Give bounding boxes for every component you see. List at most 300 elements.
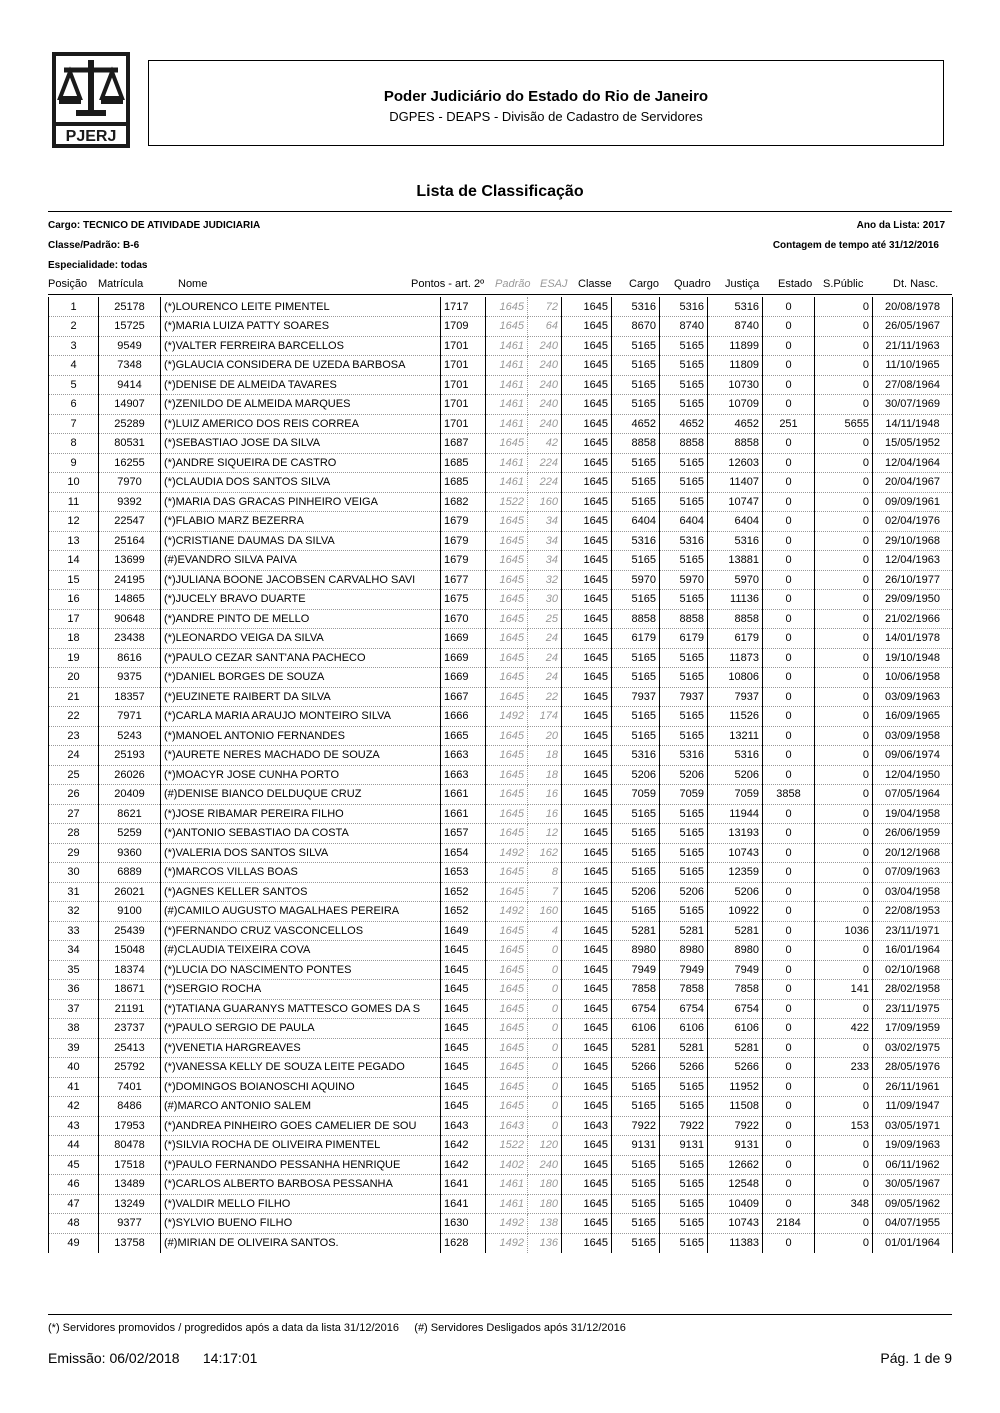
cell-justica: 9131 [708, 1136, 763, 1156]
cell-cargo: 5206 [612, 765, 660, 785]
cell-matricula: 18374 [99, 960, 161, 980]
cell-classe: 1645 [562, 434, 612, 454]
cell-matricula: 90648 [99, 609, 161, 629]
cell-estado: 0 [763, 687, 815, 707]
cell-nome: (*)PAULO FERNANDO PESSANHA HENRIQUE [161, 1155, 441, 1175]
cell-pontos: 1709 [441, 317, 486, 337]
cell-spublic: 0 [815, 843, 873, 863]
cell-nome: (*)MARIA LUIZA PATTY SOARES [161, 317, 441, 337]
cell-esaj: 160 [528, 492, 562, 512]
table-row [49, 512, 953, 532]
cell-spublic: 0 [815, 687, 873, 707]
cell-posicao: 24 [49, 746, 99, 766]
cell-spublic: 0 [815, 785, 873, 805]
cell-quadro: 5165 [660, 824, 708, 844]
cell-spublic: 0 [815, 629, 873, 649]
cell-spublic: 0 [815, 1175, 873, 1195]
cell-cargo: 5165 [612, 473, 660, 493]
cell-posicao: 19 [49, 648, 99, 668]
emissao-date: 06/02/2018 [109, 1350, 180, 1366]
cell-classe: 1645 [562, 473, 612, 493]
cell-pontos: 1645 [441, 999, 486, 1019]
cell-quadro: 9131 [660, 1136, 708, 1156]
col-esaj: ESAJ [540, 278, 568, 290]
cell-justica: 12548 [708, 1175, 763, 1195]
cell-quadro: 5165 [660, 1175, 708, 1195]
cell-justica: 5266 [708, 1058, 763, 1078]
cell-estado: 0 [763, 980, 815, 1000]
cell-classe: 1645 [562, 1077, 612, 1097]
cell-spublic: 233 [815, 1058, 873, 1078]
cell-nome: (*)TATIANA GUARANYS MATTESCO GOMES DA S [161, 999, 441, 1019]
cell-classe: 1645 [562, 648, 612, 668]
cell-matricula: 13249 [99, 1194, 161, 1214]
cell-nome: (*)ANDREA PINHEIRO GOES CAMELIER DE SOU [161, 1116, 441, 1136]
cell-cargo: 5165 [612, 356, 660, 376]
cell-classe: 1645 [562, 1038, 612, 1058]
cell-spublic: 0 [815, 356, 873, 376]
cell-classe: 1645 [562, 1155, 612, 1175]
cell-estado: 0 [763, 395, 815, 415]
cell-estado: 0 [763, 317, 815, 337]
cell-classe: 1645 [562, 999, 612, 1019]
cell-cargo: 6106 [612, 1019, 660, 1039]
cell-pontos: 1653 [441, 863, 486, 883]
cell-padrao: 1645 [486, 785, 528, 805]
cell-dtnasc: 09/06/1974 [873, 746, 953, 766]
cell-estado: 0 [763, 375, 815, 395]
cell-classe: 1645 [562, 804, 612, 824]
cell-padrao: 1492 [486, 1214, 528, 1234]
cell-estado: 0 [763, 843, 815, 863]
cell-cargo: 5165 [612, 1097, 660, 1117]
cell-estado: 0 [763, 629, 815, 649]
cell-cargo: 5165 [612, 453, 660, 473]
cell-classe: 1645 [562, 629, 612, 649]
col-quadro: Quadro [674, 278, 711, 290]
cell-matricula: 13699 [99, 551, 161, 571]
table-row [49, 414, 953, 434]
cell-nome: (*)VALTER FERREIRA BARCELLOS [161, 336, 441, 356]
cell-nome: (*)CARLOS ALBERTO BARBOSA PESSANHA [161, 1175, 441, 1195]
cell-quadro: 5165 [660, 492, 708, 512]
cell-spublic: 0 [815, 336, 873, 356]
cell-justica: 12603 [708, 453, 763, 473]
cell-esaj: 34 [528, 531, 562, 551]
cell-classe: 1645 [562, 726, 612, 746]
cell-nome: (*)DOMINGOS BOIANOSCHI AQUINO [161, 1077, 441, 1097]
cell-cargo: 5165 [612, 492, 660, 512]
cell-posicao: 13 [49, 531, 99, 551]
table-row [49, 1038, 953, 1058]
cell-justica: 11407 [708, 473, 763, 493]
cell-cargo: 5165 [612, 648, 660, 668]
cell-nome: (#)MARCO ANTONIO SALEM [161, 1097, 441, 1117]
cell-spublic: 0 [815, 804, 873, 824]
cell-padrao: 1645 [486, 941, 528, 961]
cell-dtnasc: 19/10/1948 [873, 648, 953, 668]
cell-dtnasc: 22/08/1953 [873, 902, 953, 922]
cell-esaj: 25 [528, 609, 562, 629]
cell-nome: (*)LUIZ AMERICO DOS REIS CORREA [161, 414, 441, 434]
cell-classe: 1645 [562, 551, 612, 571]
cell-padrao: 1461 [486, 473, 528, 493]
cell-pontos: 1645 [441, 1097, 486, 1117]
cell-posicao: 49 [49, 1233, 99, 1253]
cell-justica: 12359 [708, 863, 763, 883]
cell-esaj: 240 [528, 336, 562, 356]
table-row [49, 668, 953, 688]
cell-pontos: 1665 [441, 726, 486, 746]
header-box [148, 60, 944, 146]
cell-quadro: 5165 [660, 668, 708, 688]
cell-matricula: 23438 [99, 629, 161, 649]
cell-padrao: 1645 [486, 824, 528, 844]
table-row [49, 1097, 953, 1117]
cell-spublic: 0 [815, 551, 873, 571]
cell-matricula: 26026 [99, 765, 161, 785]
table-row [49, 473, 953, 493]
cell-esaj: 180 [528, 1175, 562, 1195]
cell-spublic: 5655 [815, 414, 873, 434]
cell-esaj: 224 [528, 453, 562, 473]
cell-spublic: 0 [815, 882, 873, 902]
cell-matricula: 25289 [99, 414, 161, 434]
cell-esaj: 34 [528, 512, 562, 532]
cell-posicao: 27 [49, 804, 99, 824]
cell-justica: 6179 [708, 629, 763, 649]
cell-esaj: 0 [528, 980, 562, 1000]
cell-padrao: 1461 [486, 395, 528, 415]
cell-posicao: 48 [49, 1214, 99, 1234]
cell-nome: (*)MANOEL ANTONIO FERNANDES [161, 726, 441, 746]
table-row [49, 746, 953, 766]
cell-justica: 13211 [708, 726, 763, 746]
col-classe: Classe [578, 278, 612, 290]
cell-spublic: 0 [815, 1077, 873, 1097]
cell-justica: 13193 [708, 824, 763, 844]
cell-quadro: 5165 [660, 336, 708, 356]
cell-classe: 1645 [562, 395, 612, 415]
cell-padrao: 1461 [486, 414, 528, 434]
cell-pontos: 1661 [441, 785, 486, 805]
cell-quadro: 5165 [660, 453, 708, 473]
cell-justica: 5316 [708, 297, 763, 317]
cell-padrao: 1402 [486, 1155, 528, 1175]
cell-nome: (*)PAULO SERGIO DE PAULA [161, 1019, 441, 1039]
cell-dtnasc: 26/10/1977 [873, 570, 953, 590]
cell-cargo: 5165 [612, 726, 660, 746]
cell-spublic: 0 [815, 512, 873, 532]
cell-quadro: 5165 [660, 1097, 708, 1117]
cell-dtnasc: 06/11/1962 [873, 1155, 953, 1175]
table-row [49, 453, 953, 473]
cell-pontos: 1663 [441, 765, 486, 785]
cell-justica: 10806 [708, 668, 763, 688]
cell-cargo: 5316 [612, 746, 660, 766]
cell-esaj: 30 [528, 590, 562, 610]
cell-matricula: 20409 [99, 785, 161, 805]
cell-matricula: 14907 [99, 395, 161, 415]
cell-padrao: 1645 [486, 317, 528, 337]
cell-spublic: 0 [815, 824, 873, 844]
cell-padrao: 1461 [486, 453, 528, 473]
cell-quadro: 8740 [660, 317, 708, 337]
cell-classe: 1645 [562, 531, 612, 551]
col-estado: Estado [778, 278, 813, 290]
cell-cargo: 5281 [612, 921, 660, 941]
cell-dtnasc: 17/09/1959 [873, 1019, 953, 1039]
cell-posicao: 32 [49, 902, 99, 922]
cell-esaj: 0 [528, 1116, 562, 1136]
cell-posicao: 14 [49, 551, 99, 571]
cell-spublic: 0 [815, 707, 873, 727]
cell-cargo: 5165 [612, 824, 660, 844]
cell-matricula: 18357 [99, 687, 161, 707]
cell-cargo: 5266 [612, 1058, 660, 1078]
cell-spublic: 0 [815, 863, 873, 883]
cell-justica: 5206 [708, 882, 763, 902]
cell-classe: 1645 [562, 921, 612, 941]
cell-nome: (*)ANDRE PINTO DE MELLO [161, 609, 441, 629]
cell-cargo: 5165 [612, 1214, 660, 1234]
cell-posicao: 46 [49, 1175, 99, 1195]
cell-pontos: 1666 [441, 707, 486, 727]
cell-nome: (*)ANDRE SIQUEIRA DE CASTRO [161, 453, 441, 473]
table-row [49, 590, 953, 610]
cell-nome: (*)ANTONIO SEBASTIAO DA COSTA [161, 824, 441, 844]
cell-cargo: 8980 [612, 941, 660, 961]
cell-spublic: 0 [815, 999, 873, 1019]
cell-padrao: 1645 [486, 1097, 528, 1117]
cell-estado: 0 [763, 1136, 815, 1156]
cell-estado: 0 [763, 570, 815, 590]
table-row [49, 336, 953, 356]
cell-quadro: 7949 [660, 960, 708, 980]
cell-quadro: 5165 [660, 843, 708, 863]
cell-esaj: 34 [528, 551, 562, 571]
cell-justica: 5316 [708, 746, 763, 766]
cell-estado: 0 [763, 434, 815, 454]
cell-cargo: 5165 [612, 551, 660, 571]
cell-dtnasc: 19/09/1963 [873, 1136, 953, 1156]
cell-posicao: 31 [49, 882, 99, 902]
cell-esaj: 20 [528, 726, 562, 746]
cell-classe: 1645 [562, 1175, 612, 1195]
cell-classe: 1645 [562, 1194, 612, 1214]
table-row [49, 726, 953, 746]
logo-text: PJERJ [65, 128, 117, 145]
cell-esaj: 4 [528, 921, 562, 941]
cell-cargo: 7937 [612, 687, 660, 707]
cell-pontos: 1652 [441, 902, 486, 922]
cell-cargo: 5316 [612, 531, 660, 551]
cell-cargo: 5165 [612, 1194, 660, 1214]
cell-nome: (*)FERNANDO CRUZ VASCONCELLOS [161, 921, 441, 941]
cell-dtnasc: 20/04/1967 [873, 473, 953, 493]
cell-padrao: 1461 [486, 1194, 528, 1214]
cell-posicao: 39 [49, 1038, 99, 1058]
cell-pontos: 1701 [441, 375, 486, 395]
col-pontos: Pontos - art. 2º [411, 278, 485, 290]
cell-esaj: 0 [528, 941, 562, 961]
emissao-label: Emissão: [48, 1350, 106, 1366]
cell-matricula: 21191 [99, 999, 161, 1019]
cell-justica: 12662 [708, 1155, 763, 1175]
cell-pontos: 1670 [441, 609, 486, 629]
cell-pontos: 1669 [441, 648, 486, 668]
cell-esaj: 24 [528, 648, 562, 668]
cell-classe: 1643 [562, 1116, 612, 1136]
table-row [49, 902, 953, 922]
cell-matricula: 25439 [99, 921, 161, 941]
cell-justica: 11508 [708, 1097, 763, 1117]
cell-matricula: 9100 [99, 902, 161, 922]
cell-quadro: 7922 [660, 1116, 708, 1136]
cell-dtnasc: 09/05/1962 [873, 1194, 953, 1214]
table-row [49, 1175, 953, 1195]
cell-dtnasc: 15/05/1952 [873, 434, 953, 454]
cell-dtnasc: 02/04/1976 [873, 512, 953, 532]
cell-pontos: 1641 [441, 1175, 486, 1195]
cell-matricula: 5243 [99, 726, 161, 746]
cell-justica: 10409 [708, 1194, 763, 1214]
cell-pontos: 1657 [441, 824, 486, 844]
cell-esaj: 22 [528, 687, 562, 707]
cell-dtnasc: 28/02/1958 [873, 980, 953, 1000]
table-row [49, 1214, 953, 1234]
cell-posicao: 17 [49, 609, 99, 629]
emissao [48, 1350, 257, 1366]
cell-quadro: 5165 [660, 648, 708, 668]
col-matricula: Matrícula [98, 278, 144, 290]
cell-justica: 8858 [708, 434, 763, 454]
cell-nome: (#)CAMILO AUGUSTO MAGALHAES PEREIRA [161, 902, 441, 922]
cell-quadro: 5165 [660, 551, 708, 571]
cell-pontos: 1654 [441, 843, 486, 863]
cell-justica: 7937 [708, 687, 763, 707]
cell-posicao: 3 [49, 336, 99, 356]
cell-quadro: 5165 [660, 863, 708, 883]
cell-justica: 11809 [708, 356, 763, 376]
cell-pontos: 1701 [441, 356, 486, 376]
cell-classe: 1645 [562, 882, 612, 902]
cell-quadro: 6106 [660, 1019, 708, 1039]
cell-pontos: 1669 [441, 629, 486, 649]
cell-posicao: 38 [49, 1019, 99, 1039]
cell-spublic: 0 [815, 609, 873, 629]
meta-especialidade: Especialidade: todas [48, 260, 148, 271]
table-row [49, 434, 953, 454]
cell-quadro: 5165 [660, 707, 708, 727]
cell-nome: (*)EUZINETE RAIBERT DA SILVA [161, 687, 441, 707]
cell-dtnasc: 26/11/1961 [873, 1077, 953, 1097]
cell-matricula: 14865 [99, 590, 161, 610]
cell-quadro: 5970 [660, 570, 708, 590]
table-row [49, 999, 953, 1019]
cell-padrao: 1522 [486, 492, 528, 512]
cell-nome: (*)DANIEL BORGES DE SOUZA [161, 668, 441, 688]
cell-nome: (#)MIRIAN DE OLIVEIRA SANTOS. [161, 1233, 441, 1253]
cell-pontos: 1679 [441, 551, 486, 571]
cell-nome: (*)CLAUDIA DOS SANTOS SILVA [161, 473, 441, 493]
cell-quadro: 5165 [660, 590, 708, 610]
cell-spublic: 0 [815, 1038, 873, 1058]
cell-spublic: 0 [815, 1155, 873, 1175]
cell-justica: 11136 [708, 590, 763, 610]
cell-spublic: 1036 [815, 921, 873, 941]
cell-matricula: 9360 [99, 843, 161, 863]
cell-estado: 0 [763, 356, 815, 376]
cell-estado: 0 [763, 1058, 815, 1078]
table-row [49, 1155, 953, 1175]
cell-posicao: 34 [49, 941, 99, 961]
table-row [49, 980, 953, 1000]
cell-spublic: 0 [815, 375, 873, 395]
cell-estado: 0 [763, 804, 815, 824]
cell-dtnasc: 12/04/1964 [873, 453, 953, 473]
cell-padrao: 1645 [486, 531, 528, 551]
cell-spublic: 0 [815, 960, 873, 980]
cell-cargo: 5165 [612, 1175, 660, 1195]
col-nome: Nome [178, 278, 208, 290]
cell-dtnasc: 02/10/1968 [873, 960, 953, 980]
cell-cargo: 5165 [612, 707, 660, 727]
meta-contagem: Contagem de tempo até 31/12/2016 [772, 240, 939, 251]
cell-classe: 1645 [562, 317, 612, 337]
cell-padrao: 1645 [486, 960, 528, 980]
cell-matricula: 15725 [99, 317, 161, 337]
cell-spublic: 0 [815, 765, 873, 785]
cell-padrao: 1492 [486, 707, 528, 727]
cell-posicao: 1 [49, 297, 99, 317]
cell-esaj: 240 [528, 395, 562, 415]
cell-padrao: 1645 [486, 512, 528, 532]
cell-nome: (*)VANESSA KELLY DE SOUZA LEITE PEGADO [161, 1058, 441, 1078]
cell-padrao: 1645 [486, 921, 528, 941]
cell-estado: 0 [763, 492, 815, 512]
table-row [49, 1058, 953, 1078]
cell-pontos: 1649 [441, 921, 486, 941]
cell-esaj: 162 [528, 843, 562, 863]
table-row [49, 863, 953, 883]
cell-dtnasc: 10/06/1958 [873, 668, 953, 688]
cell-classe: 1645 [562, 414, 612, 434]
cell-pontos: 1645 [441, 980, 486, 1000]
table-row [49, 492, 953, 512]
cell-posicao: 12 [49, 512, 99, 532]
meta-classe: Classe/Padrão: B-6 [48, 240, 140, 251]
cell-pontos: 1645 [441, 941, 486, 961]
table-row [49, 609, 953, 629]
cell-pontos: 1643 [441, 1116, 486, 1136]
cell-pontos: 1645 [441, 1077, 486, 1097]
table-row [49, 921, 953, 941]
cell-justica: 11383 [708, 1233, 763, 1253]
cell-esaj: 0 [528, 960, 562, 980]
cell-justica: 11952 [708, 1077, 763, 1097]
cell-matricula: 5259 [99, 824, 161, 844]
cell-classe: 1645 [562, 1058, 612, 1078]
cell-posicao: 5 [49, 375, 99, 395]
cell-classe: 1645 [562, 570, 612, 590]
cell-posicao: 18 [49, 629, 99, 649]
cell-nome: (*)GLAUCIA CONSIDERA DE UZEDA BARBOSA [161, 356, 441, 376]
cell-spublic: 0 [815, 492, 873, 512]
cell-estado: 0 [763, 668, 815, 688]
cell-matricula: 25413 [99, 1038, 161, 1058]
cell-classe: 1645 [562, 668, 612, 688]
